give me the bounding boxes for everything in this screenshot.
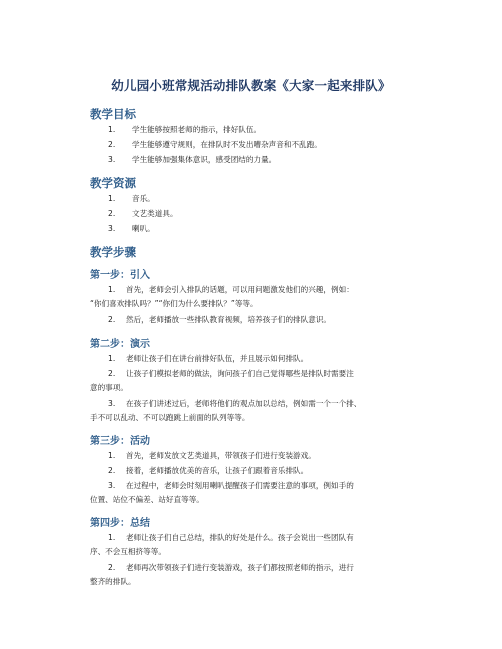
paragraph-text: 首先，老师发放文艺类道具，带领孩子们进行变装游戏。 <box>126 451 316 460</box>
section-heading-goals: 教学目标 <box>90 107 136 121</box>
list-number: 2. <box>108 315 116 324</box>
paragraph-text: 然后，老师播放一些排队教育视频，培养孩子们的排队意识。 <box>126 315 332 324</box>
paragraph-text: 在过程中，老师会时刻用喇叭提醒孩子们需要注意的事项，例如手的 <box>126 481 354 490</box>
list-text: 文艺类道具。 <box>132 209 178 218</box>
list-number: 3. <box>108 399 116 408</box>
paragraph-continuation: 意的事项。 <box>90 383 128 392</box>
list-text: 学生能够按照老师的指示，排好队伍。 <box>132 125 262 134</box>
list-text: 学生能够加强集体意识，感受团结的力量。 <box>132 155 277 164</box>
list-text: 学生能够遵守规则，在排队时不发出嘈杂声音和不乱跑。 <box>132 140 322 149</box>
step-paragraph <box>90 449 420 463</box>
paragraph-continuation: 整齐的排队。 <box>90 577 136 586</box>
paragraph-text: 让孩子们模拟老师的做法，询问孩子们自己觉得哪些是排队时需要注 <box>126 369 354 378</box>
list-text: 喇叭。 <box>132 224 155 233</box>
step-heading-1: 第一步：引入 <box>90 270 150 281</box>
page-title: 幼儿园小班常规活动排队教案《大家一起来排队》 <box>111 78 391 93</box>
step-heading-4: 第四步：总结 <box>90 518 150 529</box>
paragraph-continuation: “你们喜欢排队吗？”“你们为什么要排队？”等等。 <box>90 299 258 308</box>
list-number: 3. <box>108 224 116 233</box>
list-number: 1. <box>108 194 116 203</box>
section-heading-steps: 教学步骤 <box>90 245 136 259</box>
paragraph-continuation: 序、不会互相挤等等。 <box>90 547 166 556</box>
step-paragraph <box>90 283 420 311</box>
paragraph-text: 在孩子们讲述过后，老师将他们的观点加以总结，例如需一个一个排、 <box>126 399 362 408</box>
paragraph-continuation: 手不可以乱动、不可以跑跳上前面的队列等等。 <box>90 413 250 422</box>
paragraph-continuation: 位置、站位不偏差、站好直等等。 <box>90 495 204 504</box>
paragraph-text: 接着，老师播放优美的音乐，让孩子们跟着音乐排队。 <box>126 466 309 475</box>
paragraph-text: 老师让孩子们在讲台前排好队伍，并且展示如何排队。 <box>126 354 309 363</box>
list-number: 1. <box>108 125 116 134</box>
paragraph-text: 老师再次带领孩子们进行变装游戏，孩子们都按照老师的指示，进行 <box>126 563 354 572</box>
section-heading-resources: 教学资源 <box>90 176 136 190</box>
step-paragraph <box>90 464 420 478</box>
step-heading-2: 第二步：演示 <box>90 339 150 350</box>
step-paragraph <box>90 397 420 425</box>
list-number: 1. <box>108 533 116 542</box>
list-number: 1. <box>108 285 116 294</box>
list-text: 音乐。 <box>132 194 155 203</box>
step-paragraph <box>90 352 420 366</box>
list-number: 2. <box>108 466 116 475</box>
list-item <box>108 192 155 206</box>
list-number: 3. <box>108 155 116 164</box>
step-paragraph <box>90 313 420 327</box>
list-number: 1. <box>108 451 116 460</box>
step-heading-3: 第三步：活动 <box>90 436 150 447</box>
list-number: 1. <box>108 354 116 363</box>
step-paragraph <box>90 367 420 395</box>
list-number: 2. <box>108 140 116 149</box>
list-number: 2. <box>108 563 116 572</box>
paragraph-text: 首先，老师会引入排队的话题，可以用问题激发他们的兴趣，例如： <box>126 285 354 294</box>
list-item <box>108 207 178 221</box>
paragraph-text: 老师让孩子们自己总结，排队的好处是什么。孩子会说出一些团队有 <box>126 533 354 542</box>
step-paragraph <box>90 479 420 507</box>
list-number: 2. <box>108 369 116 378</box>
step-paragraph <box>90 531 420 559</box>
list-item <box>108 222 155 236</box>
step-paragraph <box>90 561 420 589</box>
list-item <box>108 123 261 137</box>
list-number: 2. <box>108 209 116 218</box>
list-number: 3. <box>108 481 116 490</box>
list-item <box>108 153 276 167</box>
list-item <box>108 138 322 152</box>
